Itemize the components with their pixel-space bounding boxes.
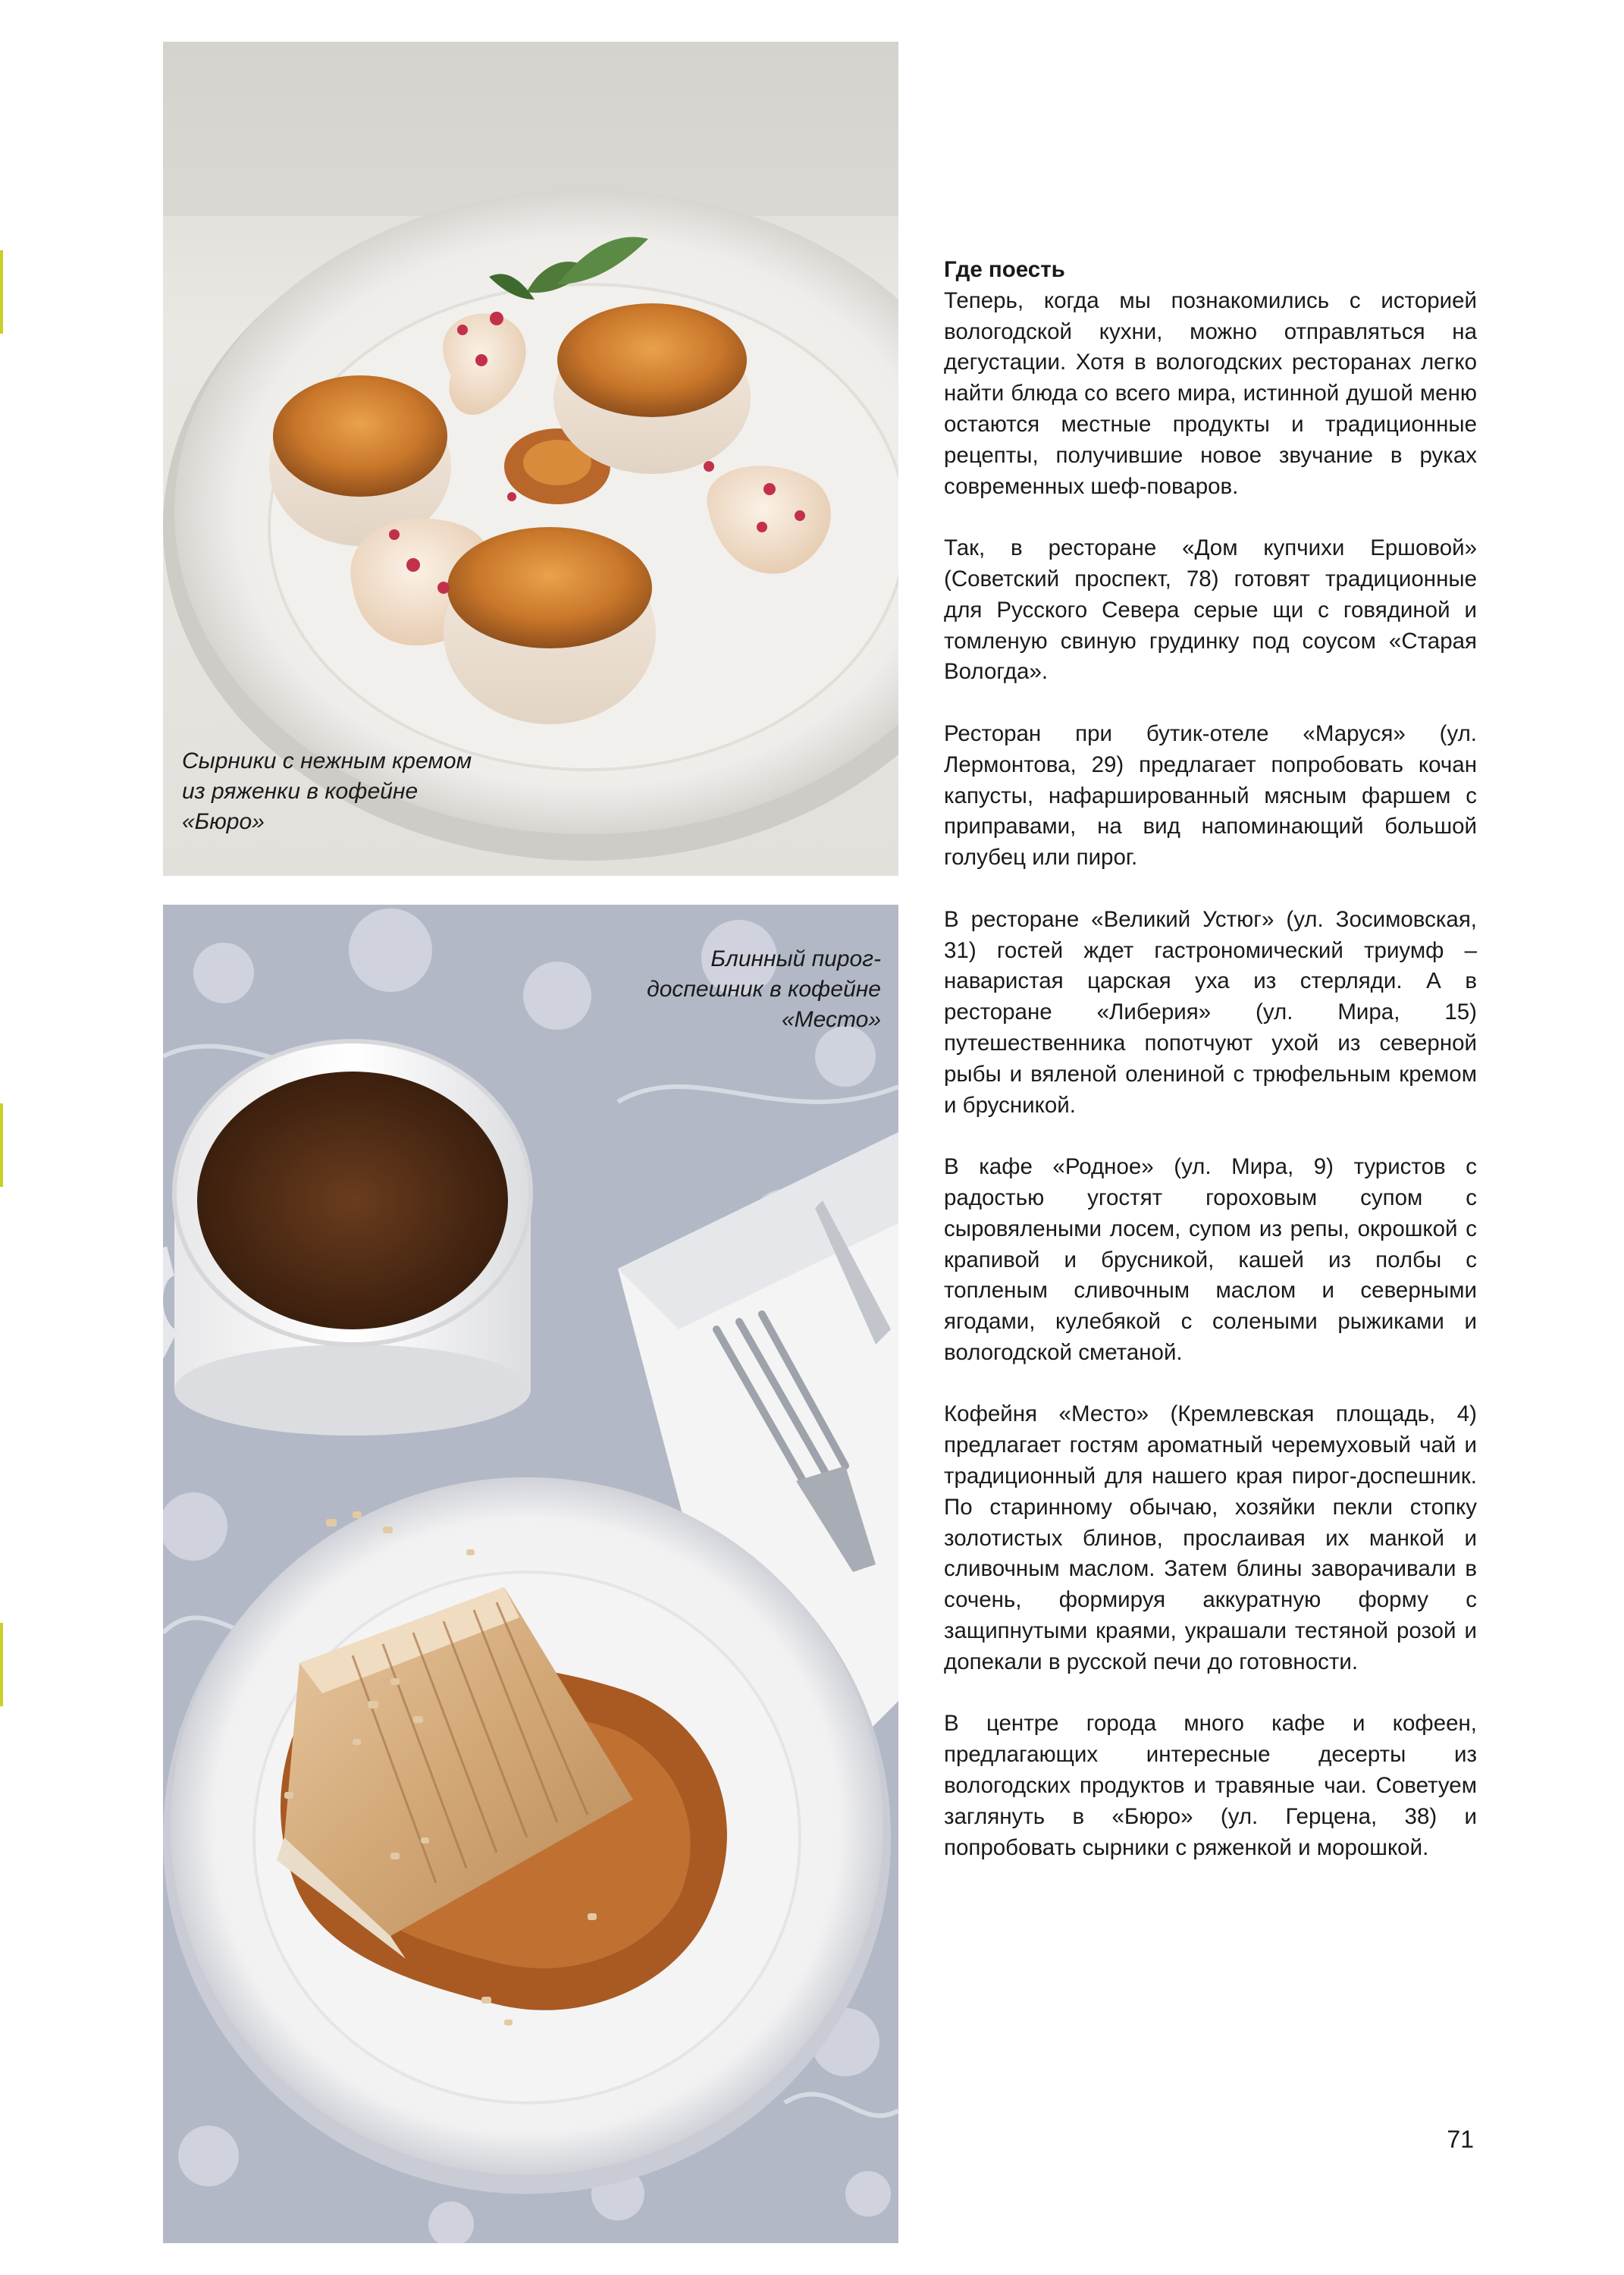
syrniki-caption: Сырники с нежным кремом из ряженки в кофейне «Бюро» xyxy=(182,748,472,834)
section-heading: Где поесть xyxy=(944,257,1065,282)
page-number: 71 xyxy=(1447,2126,1474,2153)
edge-accent-mark xyxy=(0,1623,3,1706)
article-paragraph: В центре города много кафе и кофеен, предлагающих интересные десерты из вологодских продуктов и травяные чаи. Советуем заглянуть в «Бюро» (ул. Герцена, 38) и попробовать сырники с ряженкой и морошкой. xyxy=(944,1711,1477,1860)
article-paragraph: Кофейня «Место» (Кремлевская площадь, 4) предлагает гостям ароматный черемуховый чай и традиционный для нашего края пирог-доспешник. По старинному обычаю, хозяйки пекли стопку золотистых блинов, прослаивая их манкой и сливочным маслом. Затем блины заворачивали в сочень, формируя аккуратную форму с защипнутыми краями, украшали тестяной розой и допекали в русской печи до готовности. xyxy=(944,1401,1477,1674)
article-paragraph: Так, в ресторане «Дом купчихи Ершовой» (Советский проспект, 78) готовят традиционные для Русского Севера серые щи с говядиной и томленую свиную грудинку под соусом «Старая Вологда». xyxy=(944,535,1477,685)
article-column xyxy=(944,255,1477,1894)
article-paragraph: Ресторан при бутик-отеле «Маруся» (ул. Лермонтова, 29) предлагает попробовать кочан капусты, нафаршированный мясным фаршем с приправами, на вид напоминающий большой голубец или пирог. xyxy=(944,720,1477,871)
pirog-illustration xyxy=(163,905,898,2243)
article-paragraph: В ресторане «Великий Устюг» (ул. Зосимовская, 31) гостей ждет гастрономический триумф – наваристая царская уха из стерляди. А в ресторане «Либерия» (ул. Мира, 15) путешественника попотчуют ухой из северной рыбы и вяленой олениной с трюфельным кремом и брусникой. xyxy=(944,906,1477,1118)
pirog-photo xyxy=(163,905,898,2243)
article-paragraph: Теперь, когда мы познакомились с историей вологодской кухни, можно отправляться на дегустации. Хотя в вологодских ресторанах легко найти блюда со всего мира, истинной душой меню остаются местные продукты и традиционные рецепты, получившие новое звучание в руках современных шеф-поваров. xyxy=(944,287,1477,499)
edge-accent-mark xyxy=(0,1103,3,1187)
pirog-caption: Блинный пирог-доспешник в кофейне «Место» xyxy=(647,946,881,1032)
article-paragraph: В кафе «Родное» (ул. Мира, 9) туристов с радостью угостят гороховым супом с сыровялеными лосем, супом из репы, окрошкой с крапивой и брусникой, кашей из полбы с топленым сливочным маслом и северными ягодами, кулебякой с солеными рыжиками и вологодской сметаной. xyxy=(944,1154,1477,1365)
edge-accent-mark xyxy=(0,250,3,334)
